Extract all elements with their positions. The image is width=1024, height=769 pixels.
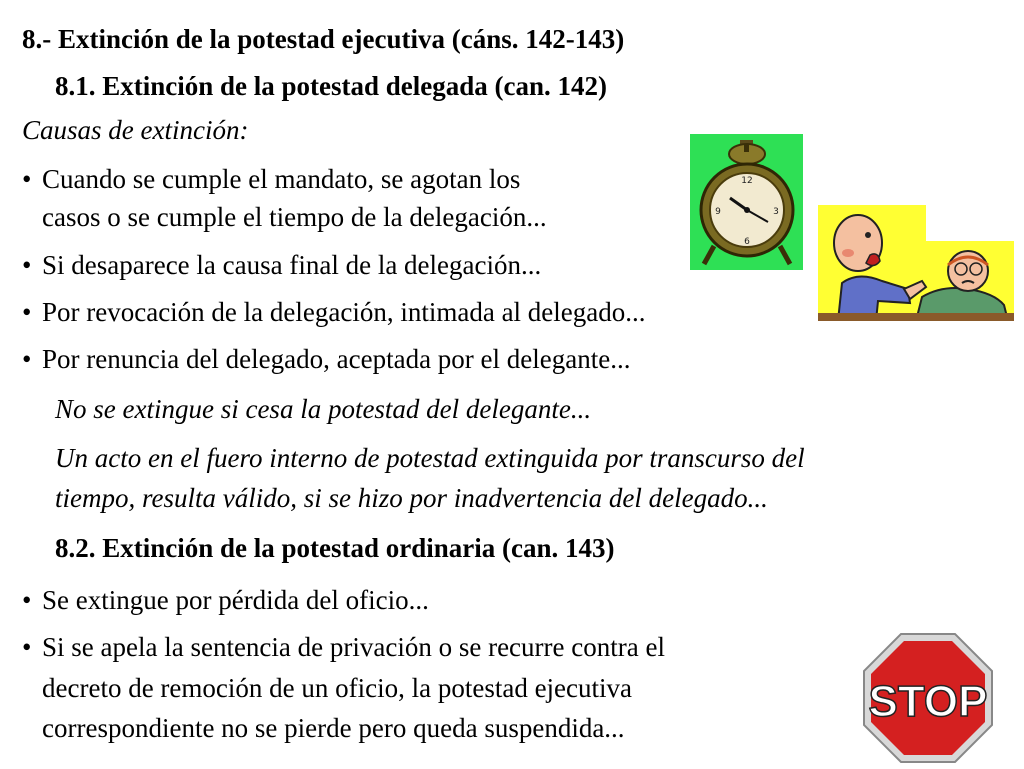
bullet: • — [22, 164, 32, 194]
bullet-2: Si desaparece la causa final de la delegación... — [42, 250, 542, 280]
bullet-1-line-2: casos o se cumple el tiempo de la delegación... — [42, 202, 547, 232]
stop-sign-icon — [862, 632, 994, 764]
bullet-1-line-1: Cuando se cumple el mandato, se agotan los — [42, 164, 521, 194]
bullet-4: Por renuncia del delegado, aceptada por el delegante... — [42, 344, 631, 374]
bullet: • — [22, 632, 32, 662]
arguing-men-cartoon — [818, 205, 1014, 321]
bullet-3: Por revocación de la delegación, intimada al delegado... — [42, 297, 646, 327]
subsection-8-2-heading: 8.2. Extinción de la potestad ordinaria (can. 143) — [55, 533, 615, 563]
svg-text:3: 3 — [773, 207, 779, 217]
bullet: • — [22, 585, 32, 615]
causes-heading: Causas de extinción: — [22, 115, 249, 145]
bullet-5: Se extingue por pérdida del oficio... — [42, 585, 429, 615]
note-1: No se extingue si cesa la potestad del delegante... — [55, 394, 592, 424]
note-2-line-1: Un acto en el fuero interno de potestad extinguida por transcurso del — [55, 443, 805, 473]
alarm-clock-icon — [690, 134, 803, 270]
bullet-6-line-3: correspondiente no se pierde pero queda suspendida... — [42, 713, 625, 743]
note-2-line-2: tiempo, resulta válido, si se hizo por inadvertencia del delegado... — [55, 483, 768, 513]
bullet-6-line-1: Si se apela la sentencia de privación o se recurre contra el — [42, 632, 665, 662]
svg-text:9: 9 — [715, 207, 721, 217]
bullet: • — [22, 297, 32, 327]
slide-title: 8.- Extinción de la potestad ejecutiva (cáns. 142-143) — [22, 24, 625, 54]
subsection-8-1-heading: 8.1. Extinción de la potestad delegada (can. 142) — [55, 71, 608, 101]
svg-text:12: 12 — [741, 176, 753, 186]
bullet: • — [22, 344, 32, 374]
stop-sign-text: STOP — [868, 677, 988, 726]
bullet: • — [22, 250, 32, 280]
svg-text:6: 6 — [744, 237, 750, 247]
bullet-6-line-2: decreto de remoción de un oficio, la potestad ejecutiva — [42, 673, 633, 703]
